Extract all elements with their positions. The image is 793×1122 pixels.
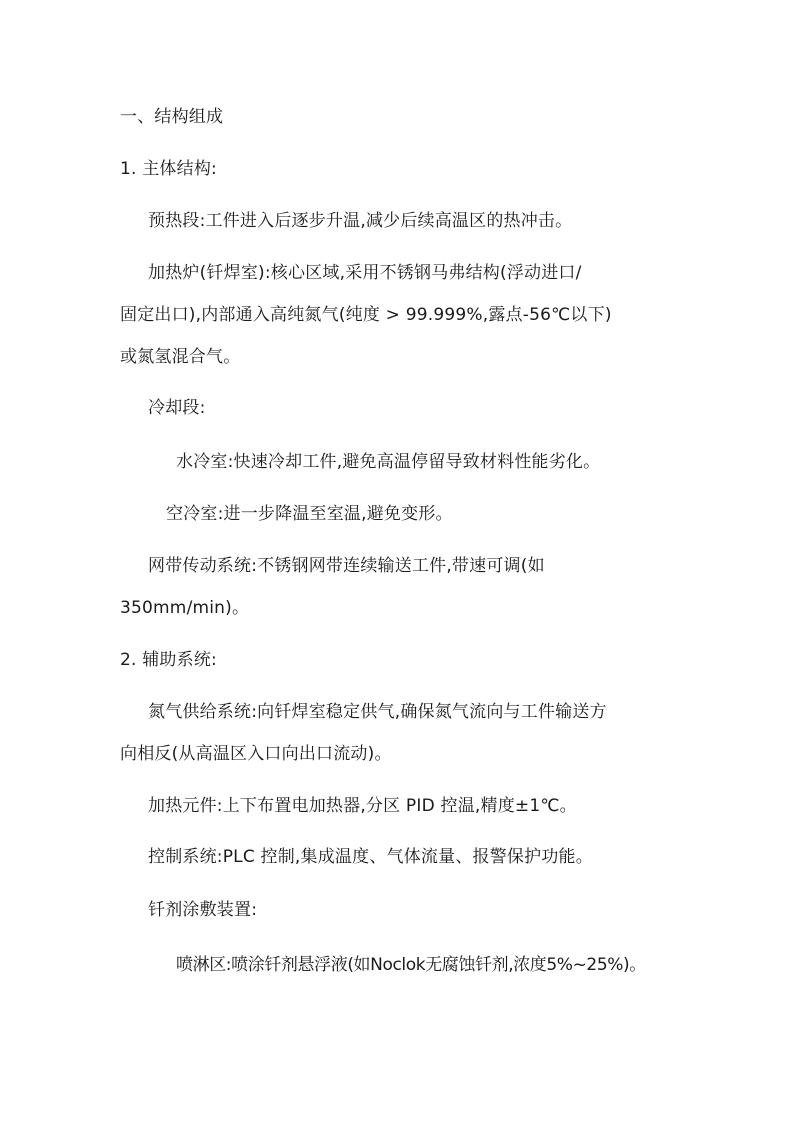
main-structure-heading: 1. 主体结构: bbox=[120, 159, 217, 179]
water-cooling-item: 水冷室:快速冷却工件,避免高温停留导致材料性能劣化。 bbox=[176, 452, 601, 472]
air-cooling-item: 空冷室:进一步降温至室温,避免变形。 bbox=[166, 504, 453, 524]
belt-paragraph-line2: 350mm/min)。 bbox=[120, 598, 250, 618]
control-system-paragraph: 控制系统:PLC 控制,集成温度、气体流量、报警保护功能。 bbox=[148, 847, 593, 867]
furnace-paragraph-line1: 加热炉(钎焊室):核心区域,采用不锈钢马弗结构(浮动进口/ bbox=[148, 263, 582, 283]
auxiliary-heading: 2. 辅助系统: bbox=[120, 650, 217, 670]
furnace-paragraph-line3: 或氮氢混合气。 bbox=[120, 347, 241, 367]
nitrogen-paragraph-line1: 氮气供给系统:向钎焊室稳定供气,确保氮气流向与工件输送方 bbox=[148, 702, 607, 722]
cooling-heading: 冷却段: bbox=[148, 398, 206, 418]
flux-heading: 钎剂涂敷装置: bbox=[148, 900, 258, 920]
furnace-paragraph-line2: 固定出口),内部通入高纯氮气(纯度 > 99.999%,露点-56℃以下) bbox=[120, 305, 612, 325]
section-heading: 一、结构组成 bbox=[120, 107, 224, 127]
spray-zone-item: 喷淋区:喷涂钎剂悬浮液(如Noclok无腐蚀钎剂,浓度5%~25%)。 bbox=[176, 955, 646, 975]
belt-paragraph-line1: 网带传动系统:不锈钢网带连续输送工件,带速可调(如 bbox=[148, 556, 545, 576]
preheat-paragraph: 预热段:工件进入后逐步升温,减少后续高温区的热冲击。 bbox=[148, 211, 573, 231]
heating-elements-paragraph: 加热元件:上下布置电加热器,分区 PID 控温,精度±1℃。 bbox=[148, 796, 577, 816]
nitrogen-paragraph-line2: 向相反(从高温区入口向出口流动)。 bbox=[120, 744, 392, 764]
